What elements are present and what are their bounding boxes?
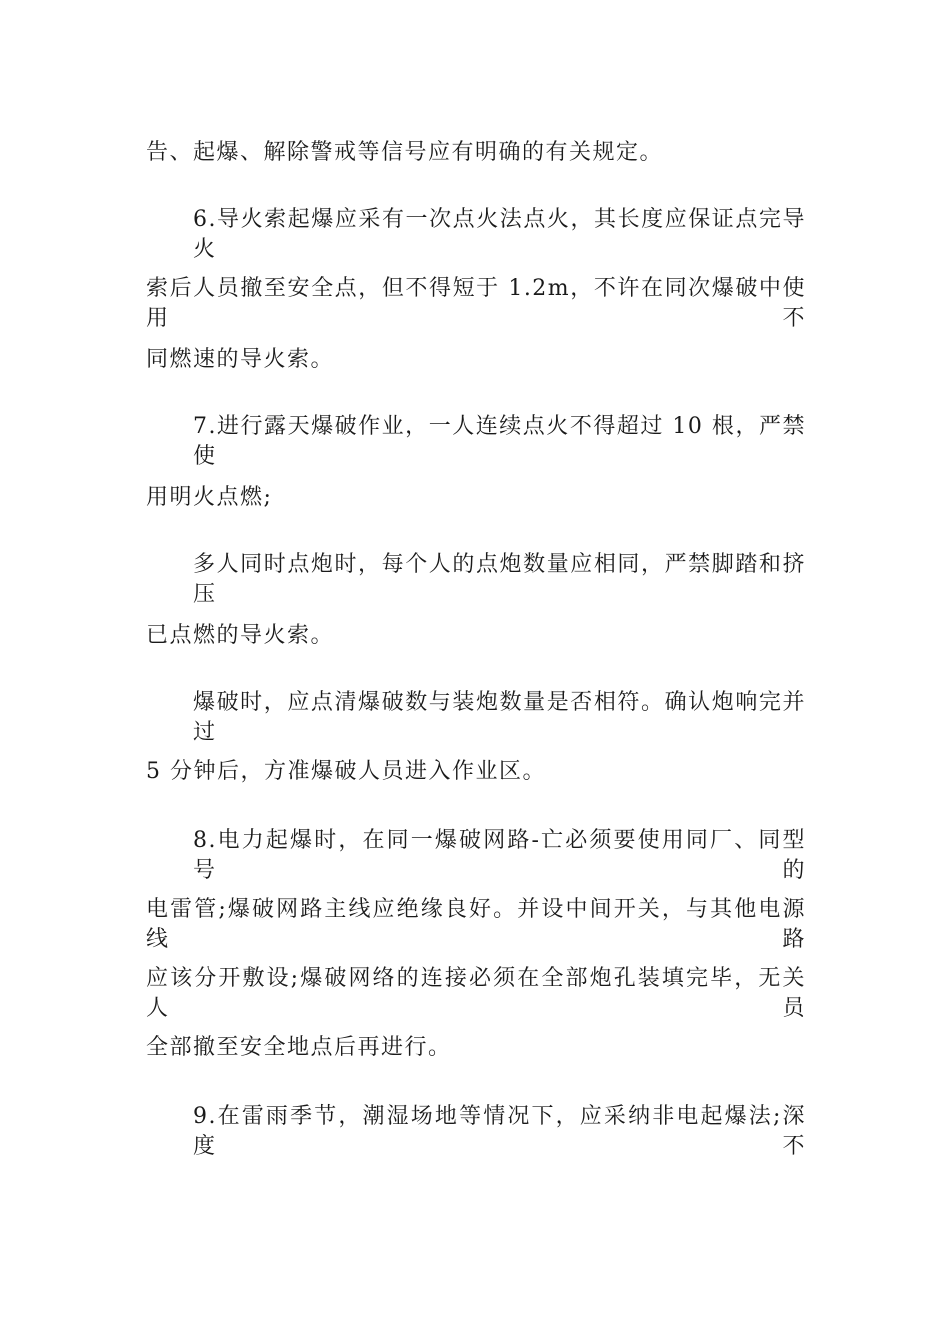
text-line: 全部撤至安全地点后再进行。 — [146, 1035, 452, 1060]
text-line: 爆破时，应点清爆破数与装炮数量是否相符。确认炮响完并过 — [193, 690, 806, 745]
text-line: 告、起爆、解除警戒等信号应有明确的有关规定。 — [146, 140, 664, 165]
text-line: 同燃速的导火索。 — [146, 347, 335, 372]
text-line: 9.在雷雨季节，潮湿场地等情况下，应采纳非电起爆法;深度不 — [193, 1104, 806, 1159]
text-line: 应该分开敷设;爆破网络的连接必须在全部炮孔装填完毕，无关人员 — [146, 966, 806, 1021]
text-line: 电雷管;爆破网路主线应绝缘良好。并设中间开关，与其他电源线路 — [146, 897, 806, 952]
text-line: 索后人员撤至安全点，但不得短于 1.2m，不许在同次爆破中使用不 — [146, 276, 806, 331]
text-line: 7.进行露天爆破作业，一人连续点火不得超过 10 根，严禁使 — [193, 414, 806, 469]
text-line: 已点燃的导火索。 — [146, 623, 335, 648]
text-line: 用明火点燃; — [146, 485, 273, 510]
text-line: 6.导火索起爆应采有一次点火法点火，其长度应保证点完导火 — [193, 207, 806, 262]
text-line: 5 分钟后，方准爆破人员进入作业区。 — [146, 759, 546, 784]
text-line: 多人同时点炮时，每个人的点炮数量应相同，严禁脚踏和挤压 — [193, 552, 806, 607]
text-line: 8.电力起爆时，在同一爆破网路-亡必须要使用同厂、同型号的 — [193, 828, 806, 883]
